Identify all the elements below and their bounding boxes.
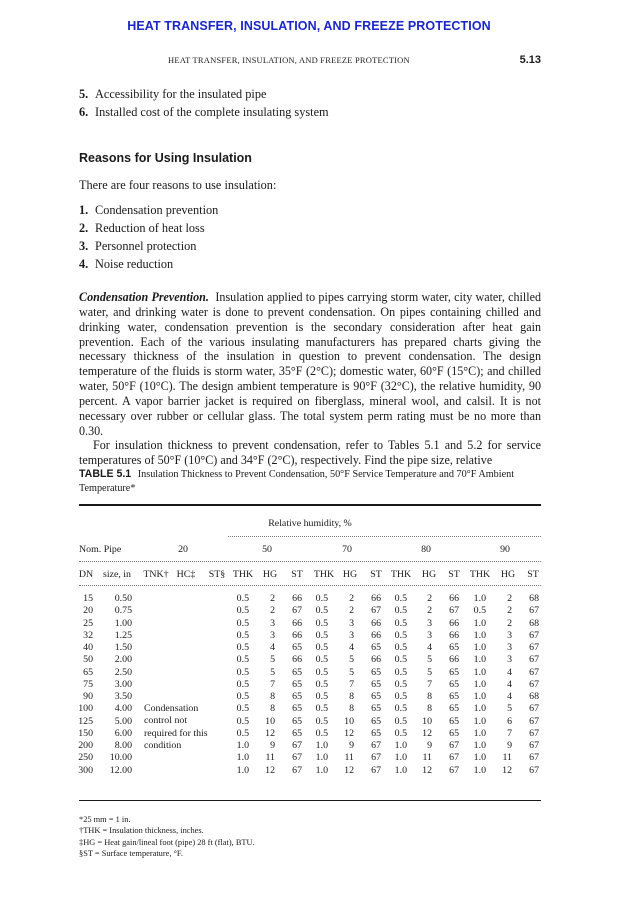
table-cell: 0.5 <box>394 727 407 739</box>
table-cell: 0.5 <box>315 727 328 739</box>
table-cell: 10 <box>344 715 354 727</box>
table-cell: 1.0 <box>315 752 328 764</box>
table-cell: 65 <box>292 715 302 727</box>
table-cell: 10 <box>265 715 275 727</box>
column-header: HG <box>421 569 437 580</box>
column-header: ST <box>291 569 303 580</box>
table-cell: 3 <box>270 629 275 641</box>
table-cell: 3.00 <box>114 678 132 690</box>
table-cell: 67 <box>371 740 381 751</box>
table-cell: 67 <box>529 715 539 727</box>
table-cell: 67 <box>449 764 459 776</box>
page-number: 5.13 <box>519 54 541 66</box>
table-cell: 4 <box>507 691 512 702</box>
table-cell: 66 <box>292 593 302 604</box>
table-cell: 0.5 <box>315 617 328 629</box>
table-cell: 65 <box>292 691 302 702</box>
list-number: 4. <box>79 257 89 271</box>
table-cell: 0.5 <box>315 715 328 727</box>
table-cell: 65 <box>371 642 381 653</box>
table-cell: 32 <box>83 629 93 641</box>
column-header: DN <box>78 569 94 580</box>
table-cell: 0.5 <box>315 691 328 702</box>
table-cell: 67 <box>529 605 539 617</box>
table-cell: 5 <box>270 654 275 666</box>
table-cell: 12 <box>344 764 354 776</box>
table-cell: 2 <box>427 593 432 604</box>
table-cell: 1.25 <box>114 629 132 641</box>
table-cell: 0.5 <box>394 629 407 641</box>
table-cell: 1.0 <box>473 678 486 690</box>
table-cell: 4 <box>427 642 432 653</box>
page-banner: HEAT TRANSFER, INSULATION, AND FREEZE PROTECTION <box>127 19 491 33</box>
table-cell: 2 <box>507 605 512 617</box>
table-cell: 0.5 <box>315 666 328 678</box>
table-cell: 15 <box>83 593 93 604</box>
table-cell: 6.00 <box>114 727 132 739</box>
table-cell: 66 <box>371 654 381 666</box>
table-cell: 0.5 <box>236 678 249 690</box>
table-cell: 11 <box>265 752 275 764</box>
run-in-heading: Condensation Prevention. <box>79 290 209 304</box>
table-cell: 2 <box>270 593 275 604</box>
table-cell: 2 <box>427 605 432 617</box>
table-cell: 10 <box>422 715 432 727</box>
condensation-note-line: Condensation <box>144 703 199 714</box>
table-cell: 1.0 <box>473 691 486 702</box>
table-cell: 65 <box>371 678 381 690</box>
table-cell: 0.5 <box>236 593 249 604</box>
list-number: 2. <box>79 221 89 235</box>
table-spanner: Relative humidity, % <box>268 518 352 529</box>
list-text: Installed cost of the complete insulating system <box>95 105 329 119</box>
table-cell: 1.0 <box>473 617 486 629</box>
table-cell: 4 <box>507 666 512 678</box>
header-rule <box>79 561 541 562</box>
table-cell: 2 <box>270 605 275 617</box>
table-cell: 7 <box>507 727 512 739</box>
table-cell: 3.50 <box>114 691 132 702</box>
table-cell: 1.0 <box>473 715 486 727</box>
list-number: 6. <box>79 105 89 119</box>
table-cell: 68 <box>529 617 539 629</box>
table-cell: 1.0 <box>473 740 486 751</box>
table-cell: 0.5 <box>315 642 328 653</box>
footnote: ‡HG = Heat gain/lineal foot (pipe) 28 ft (flat), BTU. <box>79 837 255 847</box>
table-cell: 67 <box>529 727 539 739</box>
table-cell: 1.0 <box>236 752 249 764</box>
table-bottom-rule <box>79 800 541 801</box>
header-rule <box>79 585 541 586</box>
table-cell: 250 <box>78 752 93 764</box>
table-cell: 9 <box>349 740 354 751</box>
table-cell: 1.50 <box>114 642 132 653</box>
table-cell: 100 <box>78 703 93 715</box>
list-item <box>79 221 205 236</box>
table-cell: 25 <box>83 617 93 629</box>
table-cell: 0.5 <box>394 703 407 715</box>
table-cell: 65 <box>371 727 381 739</box>
table-cell: 67 <box>529 752 539 764</box>
table-caption-text: Insulation Thickness to Prevent Condensation, 50°F Service Temperature and 70°F Ambient Temperature* <box>79 469 515 494</box>
body-paragraph <box>79 290 541 468</box>
table-cell: 1.0 <box>473 642 486 653</box>
list-item <box>79 203 218 218</box>
list-number: 5. <box>79 87 89 101</box>
table-cell: 0.5 <box>315 593 328 604</box>
table-cell: 6 <box>507 715 512 727</box>
table-cell: 2 <box>349 605 354 617</box>
table-cell: 65 <box>371 715 381 727</box>
table-cell: 8 <box>270 691 275 702</box>
table-cell: 8.00 <box>114 740 132 751</box>
table-cell: 12.00 <box>109 764 132 776</box>
table-cell: 0.5 <box>236 642 249 653</box>
table-cell: 1.0 <box>473 703 486 715</box>
table-cell: 8 <box>427 703 432 715</box>
table-cell: 3 <box>349 617 354 629</box>
table-cell: 0.5 <box>394 617 407 629</box>
table-cell: 0.5 <box>236 703 249 715</box>
table-cell: 67 <box>529 703 539 715</box>
table-cell: 67 <box>529 764 539 776</box>
table-cell: 65 <box>449 691 459 702</box>
table-cell: 66 <box>292 617 302 629</box>
table-cell: 67 <box>292 740 302 751</box>
list-text: Personnel protection <box>95 239 197 253</box>
table-cell: 125 <box>78 715 93 727</box>
table-cell: 5 <box>270 666 275 678</box>
intro-text: There are four reasons to use insulation: <box>79 178 277 192</box>
table-cell: 9 <box>270 740 275 751</box>
table-cell: 0.5 <box>473 605 486 617</box>
table-cell: 65 <box>449 642 459 653</box>
table-cell: 67 <box>292 764 302 776</box>
table-cell: 1.0 <box>315 740 328 751</box>
table-cell: 0.5 <box>394 654 407 666</box>
table-cell: 0.5 <box>236 727 249 739</box>
table-cell: 1.0 <box>473 593 486 604</box>
column-header: ST§ <box>208 569 226 580</box>
table-cell: 5.00 <box>114 715 132 727</box>
table-cell: 4 <box>349 642 354 653</box>
table-cell: 3 <box>507 629 512 641</box>
list-text: Noise reduction <box>95 257 174 271</box>
table-cell: 5 <box>427 666 432 678</box>
table-cell: 65 <box>371 666 381 678</box>
column-header: ST <box>448 569 460 580</box>
table-cell: 67 <box>449 605 459 617</box>
table-cell: 20 <box>83 605 93 617</box>
list-item <box>79 87 266 102</box>
table-cell: 67 <box>292 605 302 617</box>
list-number: 1. <box>79 203 89 217</box>
paragraph-text: Insulation applied to pipes carrying storm water, city water, chilled water, and drinking water is done to prevent condensation. On pipes containing chilled and drinking water, condensation prevention is the secondary consideration after heat gain prevention. Each of the various insulating manufacturers has prepared charts giving the necessary thickness of the insulation in question to prevent condensation. The design temperature of the fluids is storm water, 35°F (2°C); domestic water, 60°F (15°C); and chilled water, 50°F (10°C). The design ambient temperature is 90°F (32°C), the relative humidity, 90 percent. A vapor barrier jacket is required on fiberglass, mineral wool, and calsil. It is not necessary over rubber or cellular glass. The total system perm rating must be no more than 0.30. <box>79 290 541 438</box>
column-header: THK <box>232 569 254 580</box>
table-cell: 9 <box>507 740 512 751</box>
table-cell: 67 <box>292 752 302 764</box>
table-cell: 90 <box>83 691 93 702</box>
list-text: Reduction of heat loss <box>95 221 205 235</box>
table-cell: 12 <box>265 727 275 739</box>
table-cell: 66 <box>449 654 459 666</box>
table-cell: 67 <box>371 605 381 617</box>
table-cell: 2.00 <box>114 654 132 666</box>
table-cell: 12 <box>265 764 275 776</box>
table-cell: 3 <box>349 629 354 641</box>
table-cell: 1.0 <box>473 629 486 641</box>
table-cell: 65 <box>371 703 381 715</box>
table-cell: 65 <box>292 703 302 715</box>
column-header: ST <box>527 569 539 580</box>
table-cell: 40 <box>83 642 93 653</box>
table-cell: 65 <box>292 666 302 678</box>
table-cell: 12 <box>502 764 512 776</box>
table-cell: 1.0 <box>236 740 249 751</box>
table-cell: 1.0 <box>315 764 328 776</box>
table-cell: 9 <box>427 740 432 751</box>
table-cell: 3 <box>427 629 432 641</box>
table-cell: 12 <box>422 764 432 776</box>
table-cell: 0.5 <box>315 605 328 617</box>
table-cell: 68 <box>529 593 539 604</box>
table-cell: 10.00 <box>109 752 132 764</box>
table-cell: 0.5 <box>394 593 407 604</box>
table-cell: 65 <box>83 666 93 678</box>
table-cell: 5 <box>427 654 432 666</box>
table-cell: 11 <box>422 752 432 764</box>
footnote: §ST = Surface temperature, °F. <box>79 849 183 859</box>
paragraph-text: For insulation thickness to prevent condensation, refer to Tables 5.1 and 5.2 for service temperatures of 50°F (10°C) and 34°F (2°C), respectively. Find the pipe size, relative <box>79 438 541 468</box>
table-cell: 0.5 <box>394 666 407 678</box>
table-cell: 1.0 <box>473 666 486 678</box>
table-cell: 0.5 <box>394 642 407 653</box>
table-cell: 2.50 <box>114 666 132 678</box>
table-cell: 1.0 <box>236 764 249 776</box>
table-cell: 8 <box>349 703 354 715</box>
table-cell: 66 <box>292 654 302 666</box>
table-cell: 3 <box>427 617 432 629</box>
table-cell: 5 <box>349 654 354 666</box>
humidity-header: 80 <box>421 544 431 555</box>
table-top-rule <box>79 504 541 506</box>
column-header: THK <box>390 569 412 580</box>
table-cell: 67 <box>529 666 539 678</box>
table-cell: 67 <box>529 629 539 641</box>
table-cell: 4 <box>507 678 512 690</box>
table-cell: 0.5 <box>236 691 249 702</box>
list-item <box>79 239 196 254</box>
table-cell: 11 <box>502 752 512 764</box>
table-cell: 1.0 <box>394 764 407 776</box>
table-cell: 11 <box>344 752 354 764</box>
table-cell: 66 <box>292 629 302 641</box>
table-cell: 4 <box>270 642 275 653</box>
table-cell: 1.0 <box>394 740 407 751</box>
table-cell: 5 <box>507 703 512 715</box>
table-cell: 1.0 <box>473 727 486 739</box>
table-cell: 67 <box>529 678 539 690</box>
table-cell: 67 <box>371 752 381 764</box>
table-cell: 0.5 <box>394 605 407 617</box>
humidity-header: 50 <box>262 544 272 555</box>
table-cell: 1.0 <box>394 752 407 764</box>
humidity-header: 20 <box>178 544 188 555</box>
table-cell: 0.5 <box>315 678 328 690</box>
column-header: Nom. Pipe <box>79 544 122 555</box>
column-header: HG <box>262 569 278 580</box>
table-cell: 0.5 <box>236 605 249 617</box>
table-cell: 1.0 <box>473 764 486 776</box>
table-cell: 65 <box>449 666 459 678</box>
table-cell: 8 <box>349 691 354 702</box>
table-cell: 0.5 <box>315 703 328 715</box>
column-header: THK <box>469 569 491 580</box>
table-cell: 65 <box>292 678 302 690</box>
table-cell: 65 <box>449 678 459 690</box>
table-cell: 8 <box>270 703 275 715</box>
humidity-header: 70 <box>342 544 352 555</box>
footnote: †THK = Insulation thickness, inches. <box>79 826 204 836</box>
table-cell: 66 <box>449 593 459 604</box>
table-cell: 67 <box>529 642 539 653</box>
table-cell: 0.5 <box>394 715 407 727</box>
condensation-note-line: required for this <box>144 727 208 739</box>
table-cell: 66 <box>371 617 381 629</box>
table-cell: 66 <box>371 629 381 641</box>
table-cell: 0.5 <box>236 617 249 629</box>
running-head-title: HEAT TRANSFER, INSULATION, AND FREEZE PROTECTION <box>168 55 410 65</box>
table-cell: 0.5 <box>236 654 249 666</box>
table-cell: 0.5 <box>394 678 407 690</box>
table-cell: 12 <box>344 727 354 739</box>
table-cell: 75 <box>83 678 93 690</box>
table-cell: 150 <box>78 727 93 739</box>
table-cell: 67 <box>529 654 539 666</box>
list-item <box>79 105 329 120</box>
footnote: *25 mm = 1 in. <box>79 815 131 824</box>
table-cell: 65 <box>292 727 302 739</box>
table-cell: 4.00 <box>114 703 132 715</box>
table-cell: 0.50 <box>114 593 132 604</box>
table-cell: 0.5 <box>394 691 407 702</box>
table-cell: 2 <box>507 617 512 629</box>
table-caption <box>79 468 541 495</box>
table-cell: 0.5 <box>236 629 249 641</box>
table-cell: 8 <box>427 691 432 702</box>
table-cell: 67 <box>449 752 459 764</box>
column-header: HC‡ <box>176 569 196 580</box>
table-cell: 65 <box>371 691 381 702</box>
table-cell: 68 <box>529 691 539 702</box>
table-cell: 2 <box>349 593 354 604</box>
list-item <box>79 257 173 272</box>
table-cell: 67 <box>529 740 539 751</box>
table-footnotes <box>79 814 255 860</box>
table-cell: 0.5 <box>236 715 249 727</box>
list-text: Accessibility for the insulated pipe <box>95 87 267 101</box>
table-cell: 66 <box>371 593 381 604</box>
table-cell: 67 <box>371 764 381 776</box>
column-header: HG <box>342 569 358 580</box>
table-cell: 7 <box>349 678 354 690</box>
table-cell: 200 <box>78 740 93 751</box>
list-text: Condensation prevention <box>95 203 219 217</box>
table-cell: 2 <box>507 593 512 604</box>
condensation-note-line: control not <box>144 715 188 727</box>
table-cell: 1.00 <box>114 617 132 629</box>
table-cell: 0.5 <box>236 666 249 678</box>
table-cell: 0.5 <box>315 654 328 666</box>
list-number: 3. <box>79 239 89 253</box>
spanner-rule <box>228 536 541 537</box>
column-header: HG <box>500 569 516 580</box>
table-cell: 0.5 <box>315 629 328 641</box>
column-header: TNK† <box>143 569 169 580</box>
column-header: ST <box>370 569 382 580</box>
table-cell: 50 <box>83 654 93 666</box>
table-cell: 5 <box>349 666 354 678</box>
table-cell: 1.0 <box>473 654 486 666</box>
table-cell: 67 <box>449 740 459 751</box>
column-header: size, in <box>103 569 131 580</box>
table-cell: 66 <box>449 617 459 629</box>
table-cell: 65 <box>292 642 302 653</box>
column-header: THK <box>313 569 335 580</box>
table-cell: 12 <box>422 727 432 739</box>
section-heading: Reasons for Using Insulation <box>79 151 252 165</box>
table-cell: 66 <box>449 629 459 641</box>
table-label: TABLE 5.1 <box>79 468 132 480</box>
table-cell: 3 <box>507 642 512 653</box>
table-cell: 7 <box>270 678 275 690</box>
table-cell: 0.75 <box>114 605 132 617</box>
table-cell: 3 <box>270 617 275 629</box>
table-cell: 65 <box>449 703 459 715</box>
table-cell: 3 <box>507 654 512 666</box>
humidity-header: 90 <box>500 544 510 555</box>
table-cell: 65 <box>449 727 459 739</box>
table-cell: 65 <box>449 715 459 727</box>
condensation-note-line: condition <box>144 739 182 751</box>
table-cell: 1.0 <box>473 752 486 764</box>
table-cell: 300 <box>78 764 93 776</box>
table-cell: 7 <box>427 678 432 690</box>
